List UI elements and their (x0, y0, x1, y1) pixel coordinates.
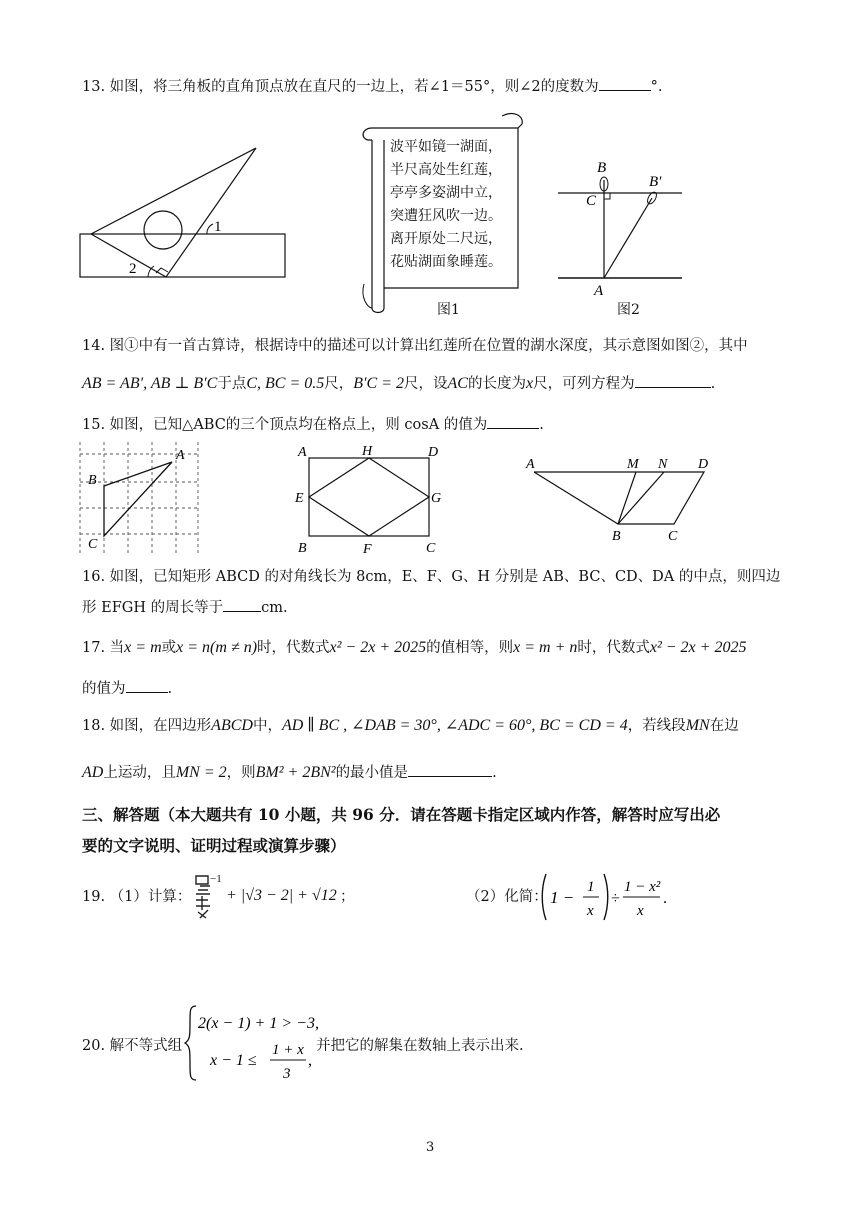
point-h-label: H (362, 444, 373, 459)
figure-18 (524, 452, 720, 544)
q16-line1: 16. 如图，已知矩形 ABCD 的对角线长为 8cm，E、F、G、H 分别是 AB、BC、CD、DA 的中点，则四边 (82, 569, 781, 585)
fraction-denominator: x (637, 903, 644, 919)
q14-line2: AB = AB′, AB ⊥ B′C于点C, BC = 0.5尺，B′C = 2尺，设AC的长度为x尺，可列方程为 . (82, 375, 716, 392)
q14-line1: 14. 图①中有一首古算诗，根据诗中的描述可以计算出红莲所在位置的湖水深度，其示意图如图②，其中 (82, 338, 748, 354)
page-number: 3 (426, 1140, 435, 1155)
point-a-label: A (298, 445, 307, 460)
angle-1-label: 1 (214, 219, 222, 235)
math-term: 1 − (550, 888, 575, 907)
svg-text:−1: −1 (210, 873, 222, 885)
point-c-label: C (586, 193, 597, 209)
figure-1-caption: 图1 (437, 302, 460, 318)
fraction-denominator: 3 (283, 1066, 291, 1082)
q16-line2: 形 EFGH 的周长等于 cm. (82, 597, 288, 618)
fraction-numerator: 1 + x (272, 1042, 304, 1058)
section-heading: 三、解答题（本大题共有 10 小题，共 96 分．请在答题卡指定区域内作答，解答时应写出必 (82, 805, 721, 824)
point-e-label: E (295, 491, 304, 506)
answer-blank (126, 678, 168, 693)
point-a-label: A (526, 457, 535, 472)
poem-line: 半尺高处生红莲， (390, 162, 502, 178)
figure-15 (76, 440, 202, 556)
poem-line: 离开原处二尺远， (390, 231, 502, 247)
point-b-label: B (597, 160, 607, 176)
q13-text: 13. 如图，将三角板的直角顶点放在直尺的一边上，若∠1＝55°，则∠2的度数为 °. (82, 76, 662, 97)
point-n-label: N (658, 457, 668, 472)
figure-14b (552, 158, 692, 300)
fraction-numerator: 1 − x² (624, 879, 661, 895)
inequality-2: x − 1 ≤ (210, 1052, 257, 1069)
q20-prefix: 20. 解不等式组 (82, 1038, 183, 1054)
inequality-1: 2(x − 1) + 1 > −3, (198, 1015, 319, 1032)
period: . (663, 890, 667, 907)
answer-blank (599, 76, 651, 91)
answer-blank (635, 373, 711, 388)
point-f-label: F (363, 542, 372, 557)
answer-blank (223, 597, 261, 612)
point-c-label: C (426, 541, 436, 556)
q17-line2: 的值为 . (82, 678, 172, 699)
answer-blank (408, 762, 492, 777)
q15-text: 15. 如图，已知△ABC的三个顶点均在格点上，则 cosA 的值为 . (82, 414, 544, 435)
angle-2-label: 2 (129, 261, 137, 277)
section-heading-cont: 要的文字说明、证明过程或演算步骤） (82, 836, 346, 855)
q19-expression-1: + |√3 − 2| + √12 (226, 887, 337, 904)
q20-instruction: 并把它的解集在数轴上表示出来. (316, 1038, 524, 1054)
point-c-label: C (668, 529, 678, 544)
point-a-label: A (594, 283, 604, 299)
fraction-denominator: x (587, 903, 594, 919)
point-bprime-label: B′ (649, 174, 662, 190)
point-d-label: D (428, 445, 439, 460)
figure-13 (76, 142, 296, 282)
q19-separator: ； (340, 889, 355, 905)
poem-line: 花贴湖面象睡莲。 (390, 254, 502, 270)
point-b-label: B (298, 541, 307, 556)
figure-16 (292, 440, 450, 558)
q20-inequality-system (184, 1002, 320, 1084)
q18-line1: 18. 如图，在四边形ABCD中，AD ∥ BC , ∠DAB = 30°, ∠ADC = 60°, BC = CD = 4，若线段MN在边 (82, 717, 739, 734)
point-m-label: M (627, 457, 639, 472)
figure-2-caption: 图2 (617, 302, 640, 318)
answer-blank (487, 414, 539, 429)
point-d-label: D (698, 457, 709, 472)
point-a-label: A (176, 448, 185, 463)
q18-line2: AD上运动，且MN = 2，则BM² + 2BN²的最小值是 . (82, 764, 497, 781)
point-c-label: C (88, 537, 98, 552)
comma: , (308, 1052, 312, 1069)
q19-garbled-base-glyph (192, 872, 222, 920)
fraction-numerator: 1 (587, 879, 595, 895)
q19-part2: （2）化简： (466, 889, 548, 905)
q19-part1: 19. （1）计算： (82, 889, 192, 905)
divide-sign: ÷ (611, 890, 620, 907)
poem-line: 波平如镜一湖面， (390, 139, 502, 155)
q19-expression-2 (540, 870, 670, 926)
point-b-label: B (612, 529, 621, 544)
point-b-label: B (88, 473, 97, 488)
poem-line: 亭亭多姿湖中立， (390, 185, 502, 201)
poem-line: 突遭狂风吹一边。 (390, 208, 502, 224)
point-g-label: G (431, 491, 442, 506)
q17-line1: 17. 当x = m或x = n(m ≠ n)时，代数式x² − 2x + 2025的值相等，则x = m + n时，代数式x² − 2x + 2025 (82, 639, 747, 656)
